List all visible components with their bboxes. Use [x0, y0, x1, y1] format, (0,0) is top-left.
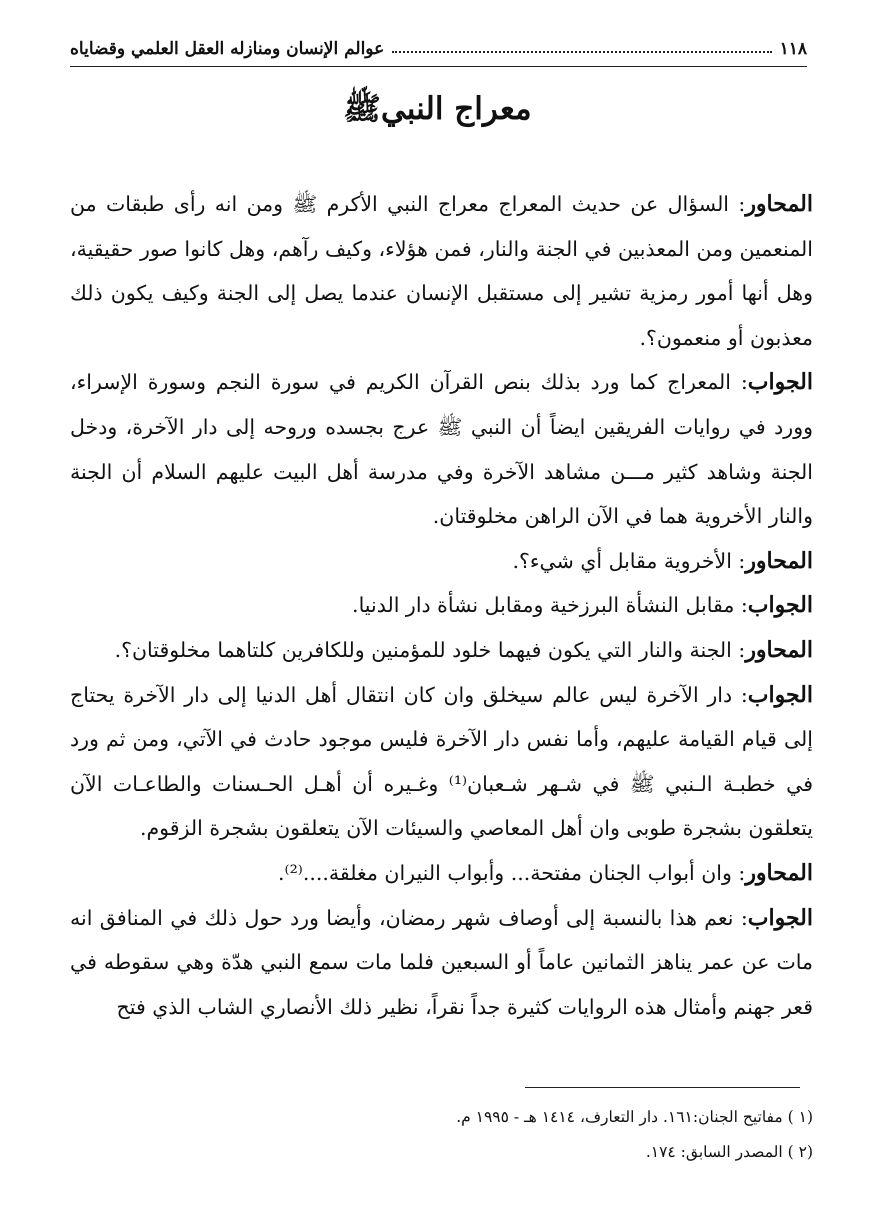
speaker-label: المحاور — [745, 547, 813, 574]
paragraph-text: : السؤال عن حديث المعراج معراج النبي الأكرم ﷺ ومن انه رأى طبقات من المنعمين ومن المعذبين في الجنة والنار، فمن هؤلاء، وكيف رآهم، وهل كانوا صور حقيقية، وهل أنها أمور رمزية تشير إلى مستقبل الإنسان عندما يصل إلى الجنة وكيف يكون ذلك معذبون أو منعمون؟. — [70, 192, 813, 350]
speaker-label: الجواب — [747, 681, 813, 708]
paragraph — [70, 673, 813, 851]
paragraph — [70, 628, 813, 673]
dotted-leader — [392, 51, 771, 53]
body-text — [70, 182, 813, 1029]
page-number: ١١٨ — [779, 39, 807, 59]
paragraph-text: : نعم هذا بالنسبة إلى أوصاف شهر رمضان، وأيضا ورد حول ذلك في المنافق انه مات عن عمر يناهز الثمانين عاماً أو السبعين فلما مات سمع النبي هدّة وهي سقوطه في قعر جهنم وأمثال هذه الروايات كثيرة جداً نقراً، نظير ذلك الأنصاري الشاب الذي فتح — [70, 905, 813, 1019]
paragraph — [70, 539, 813, 584]
paragraph-text: : المعراج كما ورد بذلك بنص القرآن الكريم في سورة النجم وسورة الإسراء، وورد في روايات الفريقين ايضاً أن النبي ﷺ عرج بجسده وروحه إلى دار الآخرة، ودخل الجنة وشاهد كثير مـــن مشاهد الآخرة وفي مدرسة أهل البيت عليهم السلام أن الجنة والنار الأخروية هما في الآن الراهن مخلوقتان. — [70, 370, 813, 529]
speaker-label: المحاور — [745, 191, 813, 217]
paragraph-text: : الجنة والنار التي يكون فيهما خلود للمؤمنين وللكافرين كلتاهما مخلوقتان؟. — [114, 637, 746, 662]
paragraph — [70, 360, 813, 538]
running-title: عوالم الإنسان ومنازله العقل العلمي وقضاياه — [70, 39, 385, 59]
chapter-title: معراج النبيﷺ — [343, 91, 532, 127]
paragraph — [70, 182, 813, 360]
speaker-label: الجواب — [747, 592, 813, 619]
speaker-label: المحاور — [745, 859, 813, 886]
paragraph-text: : دار الآخرة ليس عالم سيخلق وان كان انتقال أهل الدنيا إلى دار الآخرة يحتاج إلى قيام القيامة عليهم، وأما نفس دار الآخرة فليس موجود حادث في الآتي، ومن ثم ورد في خطبـة الـنبي ﷺ في شـهر شـعبان⁽¹⁾ وغـيره أن أهـل الحـسنات والطاعـات الآن يتعلقون بشجرة طوبى وان أهل المعاصي والسيئات الآن يتعلقون بشجرة الزقوم. — [70, 682, 813, 841]
speaker-label: المحاور — [745, 636, 813, 663]
header-rule — [70, 66, 807, 67]
paragraph — [70, 851, 813, 896]
paragraph — [70, 583, 813, 628]
paragraph-text: : الأخروية مقابل أي شيء؟. — [512, 548, 746, 573]
paragraph — [70, 896, 813, 1030]
speaker-label: الجواب — [747, 904, 813, 931]
footnote-rule — [525, 1087, 800, 1088]
paragraph-text: : مقابل النشأة البرزخية ومقابل نشأة دار الدنيا. — [352, 593, 748, 618]
running-header — [70, 34, 807, 64]
footnotes — [70, 1100, 813, 1170]
footnote: (١ ) مفاتيح الجنان:١٦١. دار التعارف، ١٤١٤ هـ - ١٩٩٥ م. — [456, 1108, 813, 1126]
speaker-label: الجواب — [747, 369, 813, 396]
footnote: (٢ ) المصدر السابق: ١٧٤. — [645, 1143, 813, 1161]
paragraph-text: : وان أبواب الجنان مفتحة... وأبواب النيران مغلقة....⁽²⁾. — [278, 860, 746, 885]
